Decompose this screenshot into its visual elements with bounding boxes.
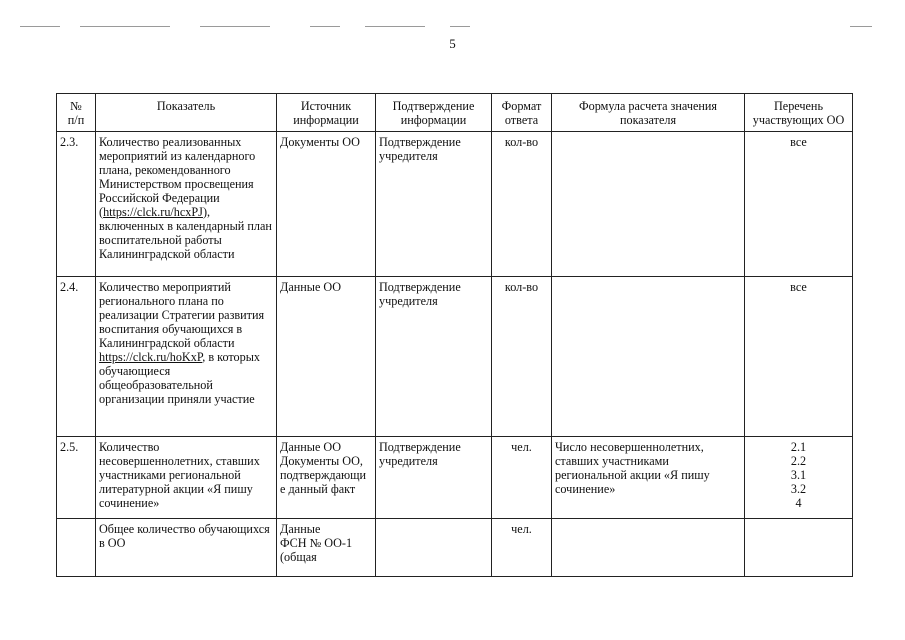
indicator-link[interactable]: https://clck.ru/hoKxP (99, 350, 203, 364)
scan-artifact-line (20, 26, 880, 30)
row-confirmation (376, 519, 492, 577)
header-orgs: Перечень участвующих ОО (745, 94, 853, 132)
row-confirmation: Подтверждение учредителя (376, 132, 492, 277)
page-number: 5 (449, 36, 456, 51)
row-source: Данные ФСН № ОО-1 (общая (277, 519, 376, 577)
table-row (57, 519, 853, 577)
row-confirmation: Подтверждение учредителя (376, 277, 492, 437)
row-orgs: все (745, 277, 853, 437)
indicator-text-tail: , в которых обучающиеся общеобразовательной организации приняли участие (99, 350, 261, 406)
row-format: кол-во (492, 277, 552, 437)
row-formula (552, 519, 745, 577)
header-source: Источник информации (277, 94, 376, 132)
row-format: чел. (492, 437, 552, 519)
indicator-text-tail: ), включенных в календарный план воспитательной работы Калининградской области (99, 205, 272, 261)
indicator-text: Количество несовершеннолетних, ставших участниками региональной литературной акции «Я пишу сочинение» (99, 440, 260, 510)
row-indicator (96, 132, 277, 277)
row-format: чел. (492, 519, 552, 577)
row-indicator (96, 277, 277, 437)
row-number: 2.3. (57, 132, 96, 277)
header-format: Формат ответа (492, 94, 552, 132)
table-row (57, 132, 853, 277)
row-number (57, 519, 96, 577)
row-confirmation: Подтверждение учредителя (376, 437, 492, 519)
row-indicator (96, 437, 277, 519)
row-orgs: все (745, 132, 853, 277)
table-row (57, 277, 853, 437)
row-orgs (745, 519, 853, 577)
header-indicator: Показатель (96, 94, 277, 132)
row-formula (552, 277, 745, 437)
header-formula: Формула расчета значения показателя (552, 94, 745, 132)
indicator-text: Количество мероприятий регионального плана по реализации Стратегии развития воспитания обучающихся в Калининградской области (99, 280, 265, 350)
header-confirmation: Подтверждение информации (376, 94, 492, 132)
indicator-text: Общее количество обучающихся в ОО (99, 522, 270, 550)
indicator-text: Количество реализованных мероприятий из календарного плана, рекомендованного Министерством просвещения Российской Федерации ( (99, 135, 256, 219)
row-source: Данные ОО Документы ОО, подтверждающи е данный факт (277, 437, 376, 519)
row-number: 2.4. (57, 277, 96, 437)
row-formula: Число несовершеннолетних, ставших участниками региональной акции «Я пишу сочинение» (552, 437, 745, 519)
row-orgs: 2.1 2.2 3.1 3.2 4 (745, 437, 853, 519)
row-indicator (96, 519, 277, 577)
row-source: Данные ОО (277, 277, 376, 437)
indicators-table (56, 93, 853, 577)
indicator-link[interactable]: https://clck.ru/hcxPJ (103, 205, 203, 219)
row-format: кол-во (492, 132, 552, 277)
table-row (57, 437, 853, 519)
header-number: № п/п (57, 94, 96, 132)
table-header-row (57, 94, 853, 132)
row-source: Документы ОО (277, 132, 376, 277)
row-formula (552, 132, 745, 277)
row-number: 2.5. (57, 437, 96, 519)
